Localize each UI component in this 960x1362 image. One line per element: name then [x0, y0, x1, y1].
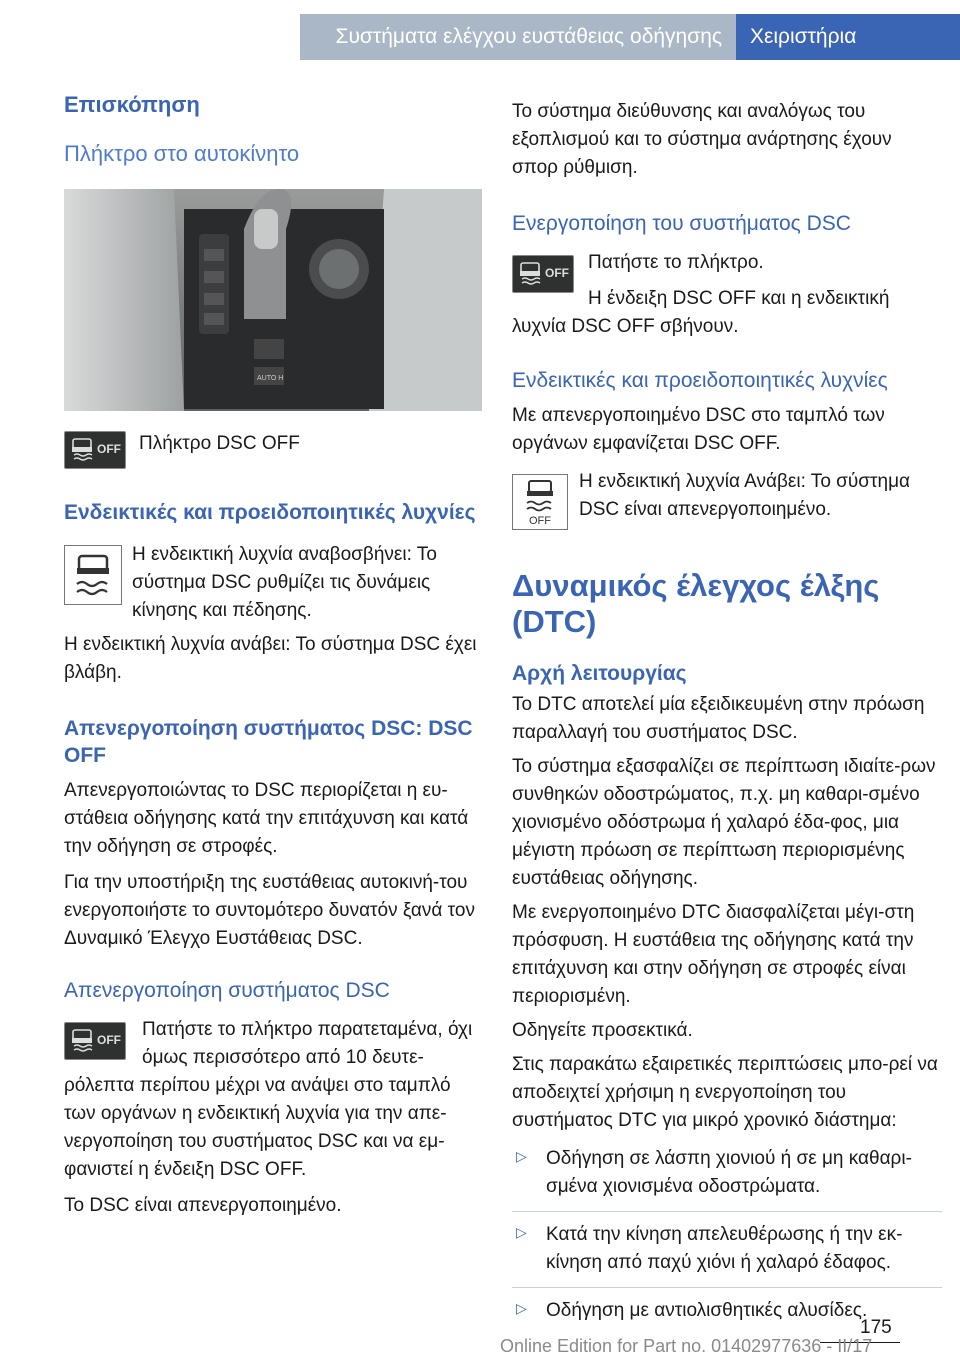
list-item: ▷ Οδήγηση με αντιολισθητικές αλυσίδες.	[516, 1300, 868, 1321]
lamps2-paragraph-1: Με απενεργοποιημένο DSC στο ταμπλό των οργάνων εμφανίζεται DSC OFF.	[512, 405, 885, 454]
disable2-row	[64, 1016, 482, 1184]
off-text: OFF	[97, 442, 121, 456]
heading-lamps: Ενδεικτικές και προειδοποιητικές λυχνίες	[64, 501, 476, 524]
dsc-warning-lamp-icon	[64, 545, 122, 605]
dsc-off-button-icon-2	[64, 1022, 126, 1060]
dtc-paragraph-3: Με ενεργοποιημένο DTC διασφαλίζεται μέγι-στη πρόσφυση. Η ευστάθεια της οδήγησης κατά την επιτάχυνση και στην οδήγηση σε στροφές είναι περιορισμένη.	[512, 902, 915, 1007]
lamp-row	[64, 541, 482, 625]
enable-paragraph-2: Η ένδειξη DSC OFF και η ενδεικτική λυχνία DSC OFF σβήνουν.	[512, 288, 890, 337]
dsc-off-button-row	[64, 431, 482, 471]
sport-setting-text: Το σύστημα διεύθυνσης και αναλόγως του εξοπλισμού και το σύστημα ανάρτησης έχουν σπορ ρύθμιση.	[512, 101, 892, 178]
lamp-text-2: Η ενδεικτική λυχνία ανάβει: Το σύστημα DSC έχει βλάβη.	[64, 634, 477, 683]
enable-row	[512, 249, 942, 341]
dsc-off-lamp-icon	[512, 474, 568, 530]
dsc-off-button-icon	[64, 431, 126, 469]
console-photo	[64, 189, 482, 411]
dtc-paragraph-1: Το DTC αποτελεί μία εξειδικευμένη στην πρόωση παραλλαγή του συστήματος DSC.	[512, 694, 925, 743]
enable-paragraph-1: Πατήστε το πλήκτρο.	[588, 252, 764, 273]
disable2-paragraph-1: Πατήστε το πλήκτρο παρατεταμένα, όχι όμως περισσότερο από 10 δευτε-ρόλεπτα περίπου μέχρι να ανάψει στο ταμπλό των οργάνων η ενδεικτική λυχνία για την απε-νεργοποίηση του συστήματος DSC και να εμ-φανιστεί η ένδειξη DSC OFF.	[64, 1019, 473, 1180]
off-text-2: OFF	[97, 1033, 121, 1047]
heading-disable-dsc-2: Απενεργοποίηση συστήματος DSC	[64, 979, 390, 1002]
heading-disable-dsc: Απενεργοποίηση συστήματος DSC: DSC OFF	[64, 717, 473, 767]
disable-paragraph-2: Για την υποστήριξη της ευστάθειας αυτοκινή-του ενεργοποιήστε το συντομότερο δυνατόν ξανά τον Δυναμικό Έλεγχο Ευστάθειας DSC.	[64, 872, 475, 949]
page-number: 175	[860, 1317, 892, 1338]
list-item: ▷ Οδήγηση σε λάσπη χιονιού ή σε μη καθαρι-σμένα χιονισμένα οδοστρώματα.	[516, 1148, 912, 1197]
disable-paragraph-1: Απενεργοποιώντας το DSC περιορίζεται η ευ-στάθεια οδήγησης κατά την επιτάχυνση και κατά την οδήγηση σε στροφές.	[64, 780, 469, 857]
heading-lamps-2: Ενδεικτικές και προειδοποιητικές λυχνίες	[512, 369, 888, 392]
lamp-off-text: OFF	[529, 515, 551, 527]
header-chapter-title: Χειριστήρια	[736, 14, 960, 60]
auto-h-label: AUTO H	[257, 375, 284, 382]
dtc-paragraph-4: Οδηγείτε προσεκτικά.	[512, 1020, 693, 1041]
disable2-paragraph-2: Το DSC είναι απενεργοποιημένο.	[64, 1195, 342, 1216]
lamp-text: Η ενδεικτική λυχνία αναβοσβήνει: Το σύστημα DSC ρυθμίζει τις δυνάμεις κίνησης και πέδησης.	[132, 544, 437, 621]
triangle-bullet-icon: ▷	[516, 1148, 527, 1164]
left-column	[64, 90, 482, 1220]
header-section-title: Συστήματα ελέγχου ευστάθειας οδήγησης	[300, 14, 736, 60]
off-text-3: OFF	[545, 266, 569, 280]
right-column	[512, 90, 942, 1325]
triangle-bullet-icon: ▷	[516, 1224, 527, 1240]
footer-edition: Online Edition for Part no. 01402977636 - II/17	[500, 1336, 873, 1356]
heading-button-in-car: Πλήκτρο στο αυτοκίνητο	[64, 141, 300, 166]
heading-dtc: Δυναμικός έλεγχος έλξης (DTC)	[512, 568, 880, 639]
heading-overview: Επισκόπηση	[64, 92, 200, 117]
dsc-off-caption: Πλήκτρο DSC OFF	[139, 433, 300, 454]
triangle-bullet-icon: ▷	[516, 1300, 527, 1316]
list-divider	[512, 1287, 942, 1288]
dtc-paragraph-5: Στις παρακάτω εξαιρετικές περιπτώσεις μπο-ρεί να αποδειχτεί χρήσιμη η ενεργοποίηση του συστήματος DTC για μικρό χρονικό διάστημα:	[512, 1054, 938, 1131]
lamps2-paragraph-2: Η ενδεικτική λυχνία Ανάβει: Το σύστημα DSC είναι απενεργοποιημένο.	[579, 471, 911, 520]
dsc-off-lamp-row	[512, 468, 942, 530]
heading-principle: Αρχή λειτουργίας	[512, 662, 687, 685]
dtc-paragraph-2: Το σύστημα εξασφαλίζει σε περίπτωση ιδιαίτε-ρων συνθηκών οδοστρώματος, π.χ. μη καθαρι-σμένο χιονισμένο οδόστρωμα ή χαλαρό έδα-φος, μια μέγιστη πρόωση σε περίπτωση περιορισμένης ευστάθειας οδήγησης.	[512, 756, 936, 889]
dtc-cases-list	[512, 1145, 942, 1325]
list-item: ▷ Κατά την κίνηση απελευθέρωσης ή την εκ-κίνηση από παχύ χιόνι ή χαλαρό έδαφος.	[516, 1224, 903, 1273]
dsc-off-button-icon-3	[512, 255, 574, 293]
list-divider	[512, 1211, 942, 1212]
heading-enable-dsc: Ενεργοποίηση του συστήματος DSC	[512, 212, 851, 235]
